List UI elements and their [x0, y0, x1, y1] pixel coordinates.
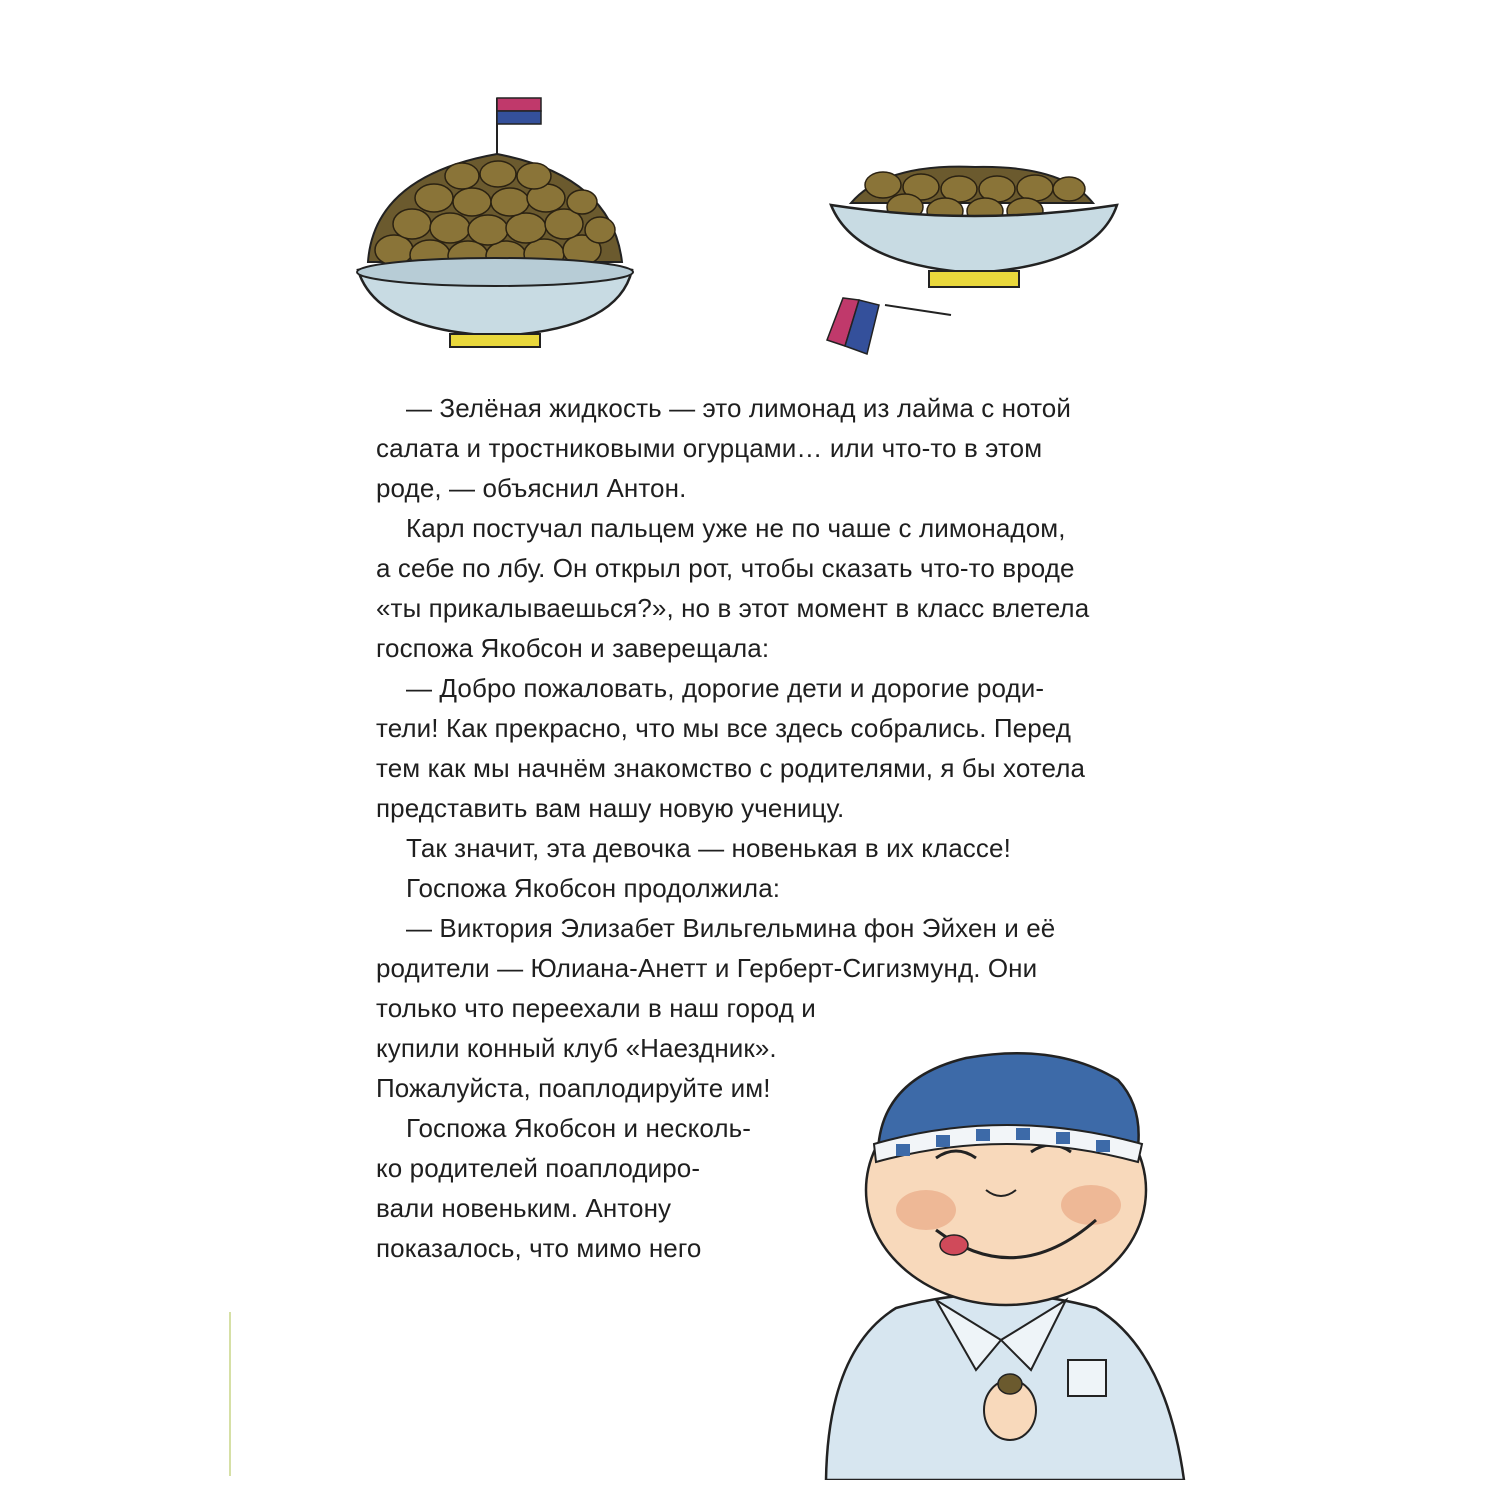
text-line: тем как мы начнём знакомство с родителями, я бы хотела: [376, 753, 1086, 783]
text-line: купили конный клуб «Наездник».: [376, 1033, 777, 1063]
text-line: «ты прикалываешься?», но в этот момент в класс влетела: [376, 593, 1090, 623]
text-line: — Виктория Элизабет Вильгельмина фон Эйхен и её: [406, 913, 1056, 943]
text-line: тели! Как прекрасно, что мы все здесь собрались. Перед: [376, 713, 1072, 743]
bowl: [357, 258, 633, 347]
text-line: вали новеньким. Антону: [376, 1193, 672, 1223]
food-pile: [368, 154, 622, 271]
text-line: а себе по лбу. Он открыл рот, чтобы сказать что-то вроде: [376, 553, 1075, 583]
text-line: представить вам нашу новую ученицу.: [376, 793, 845, 823]
text-line: Госпожа Якобсон продолжила:: [406, 873, 781, 903]
page-edge-line: [229, 1312, 231, 1476]
big-bowl-illustration: [350, 90, 640, 360]
fallen-flag-icon: [827, 298, 951, 354]
text-line: Карл постучал пальцем уже не по чаше с лимонадом,: [406, 513, 1066, 543]
text-line: — Добро пожаловать, дорогие дети и дорогие роди-: [406, 673, 1045, 703]
text-line: родители — Юлиана-Анетт и Герберт-Сигизмунд. Они: [376, 953, 1038, 983]
text-line: Госпожа Якобсон и несколь-: [406, 1113, 752, 1143]
boy-illustration: [806, 1040, 1196, 1480]
text-line: Пожалуйста, поаплодируйте им!: [376, 1073, 771, 1103]
text-line: ко родителей поаплодиро-: [376, 1153, 701, 1183]
text-line: роде, — объяснил Антон.: [376, 473, 687, 503]
text-line: показалось, что мимо него: [376, 1233, 702, 1263]
small-bowl-illustration: [825, 155, 1125, 360]
text-line: салата и тростниковыми огурцами… или что-то в этом: [376, 433, 1043, 463]
bowl: [831, 205, 1117, 287]
text-line: — Зелёная жидкость — это лимонад из лайма с нотой: [406, 393, 1071, 423]
text-line: Так значит, эта девочка — новенькая в их классе!: [406, 833, 1011, 863]
text-line: госпожа Якобсон и заверещала:: [376, 633, 770, 663]
text-line: только что переехали в наш город и: [376, 993, 816, 1023]
